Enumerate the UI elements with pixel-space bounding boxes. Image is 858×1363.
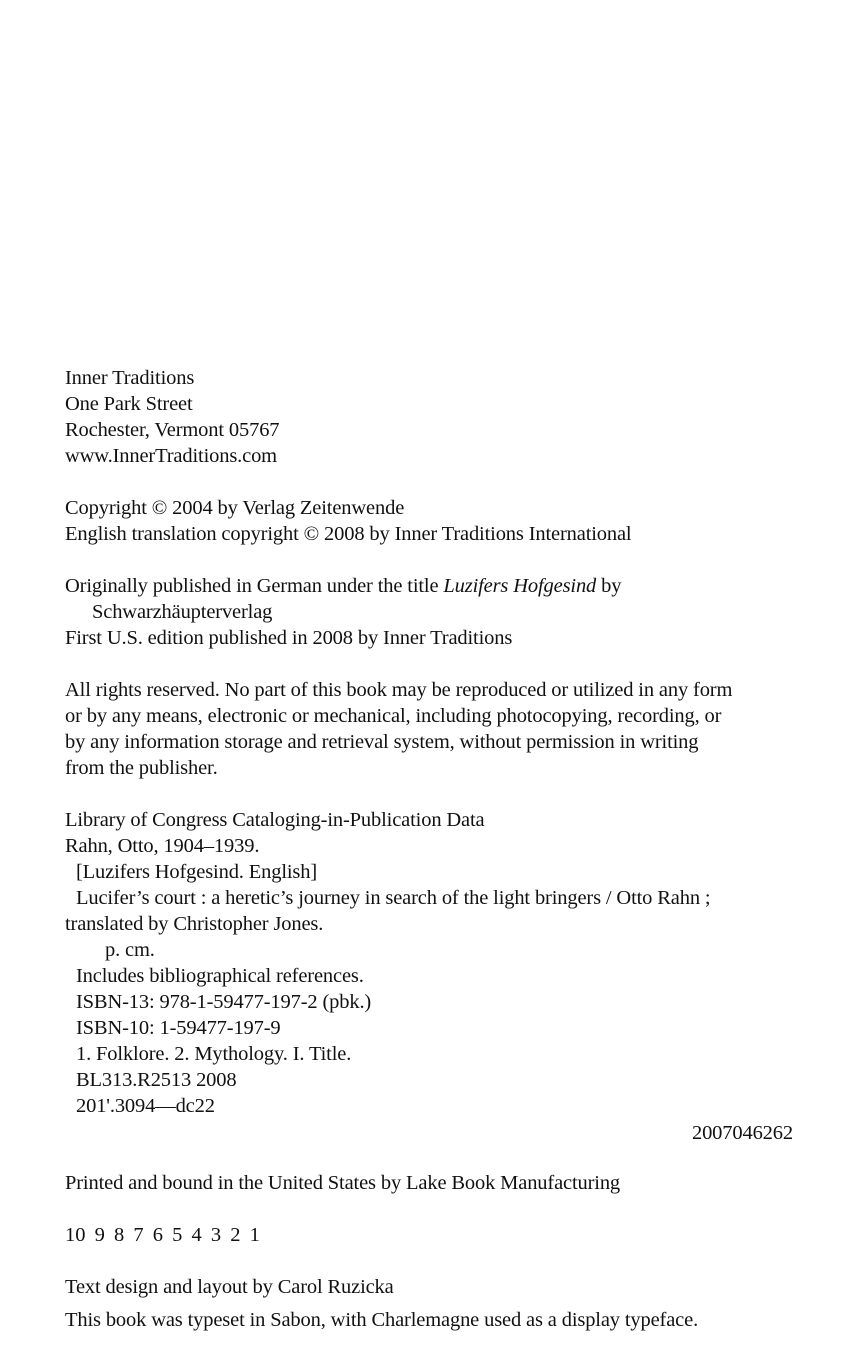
design-credit: Text design and layout by Carol Ruzicka	[65, 1276, 394, 1298]
cip-isbn10: ISBN-10: 1-59477-197-9	[76, 1017, 281, 1039]
cip-physical: p. cm.	[105, 939, 155, 961]
origin-line	[65, 573, 621, 599]
printed-by: Printed and bound in the United States by Lake Book Manufacturing	[65, 1172, 621, 1194]
cip-isbn13: ISBN-13: 978-1-59477-197-2 (pbk.)	[76, 991, 372, 1013]
cip-heading: Library of Congress Cataloging-in-Publication Data	[65, 809, 485, 831]
cip-title-line: Lucifer’s court : a heretic’s journey in search of the light bringers / Otto Rahn ;	[76, 887, 711, 909]
origin-publisher: Schwarzhäupterverlag	[92, 601, 273, 623]
publisher-name: Inner Traditions	[65, 367, 195, 389]
us-edition: First U.S. edition published in 2008 by Inner Traditions	[65, 627, 513, 649]
publisher-website: www.InnerTraditions.com	[65, 445, 277, 467]
rights-line: All rights reserved. No part of this book may be reproduced or utilized in any form	[65, 679, 733, 701]
original-title: Luzifers Hofgesind	[443, 575, 597, 597]
cip-notes: Includes bibliographical references.	[76, 965, 364, 987]
cip-lc-class: BL313.R2513 2008	[76, 1069, 237, 1091]
publisher-street: One Park Street	[65, 393, 193, 415]
copyright-page	[65, 0, 805, 1363]
printing-number-line: 10 9 8 7 6 5 4 3 2 1	[65, 1224, 260, 1246]
typeface-note: This book was typeset in Sabon, with Charlemagne used as a display typeface.	[65, 1309, 699, 1331]
rights-line: from the publisher.	[65, 757, 218, 779]
cip-dewey: 201'.3094—dc22	[76, 1095, 215, 1117]
cip-subjects: 1. Folklore. 2. Mythology. I. Title.	[76, 1043, 352, 1065]
cip-title-line: translated by Christopher Jones.	[65, 913, 324, 935]
copyright-translation: English translation copyright © 2008 by Inner Traditions International	[65, 523, 632, 545]
publisher-city: Rochester, Vermont 05767	[65, 419, 280, 441]
origin-suffix: by	[596, 575, 622, 597]
cip-author: Rahn, Otto, 1904–1939.	[65, 835, 260, 857]
origin-prefix: Originally published in German under the title	[65, 575, 444, 597]
cip-lccn: 2007046262	[691, 1122, 793, 1144]
rights-line: by any information storage and retrieval system, without permission in writing	[65, 731, 699, 753]
rights-line: or by any means, electronic or mechanical, including photocopying, recording, or	[65, 705, 722, 727]
copyright-original: Copyright © 2004 by Verlag Zeitenwende	[65, 497, 405, 519]
cip-uniform-title: [Luzifers Hofgesind. English]	[76, 861, 318, 883]
